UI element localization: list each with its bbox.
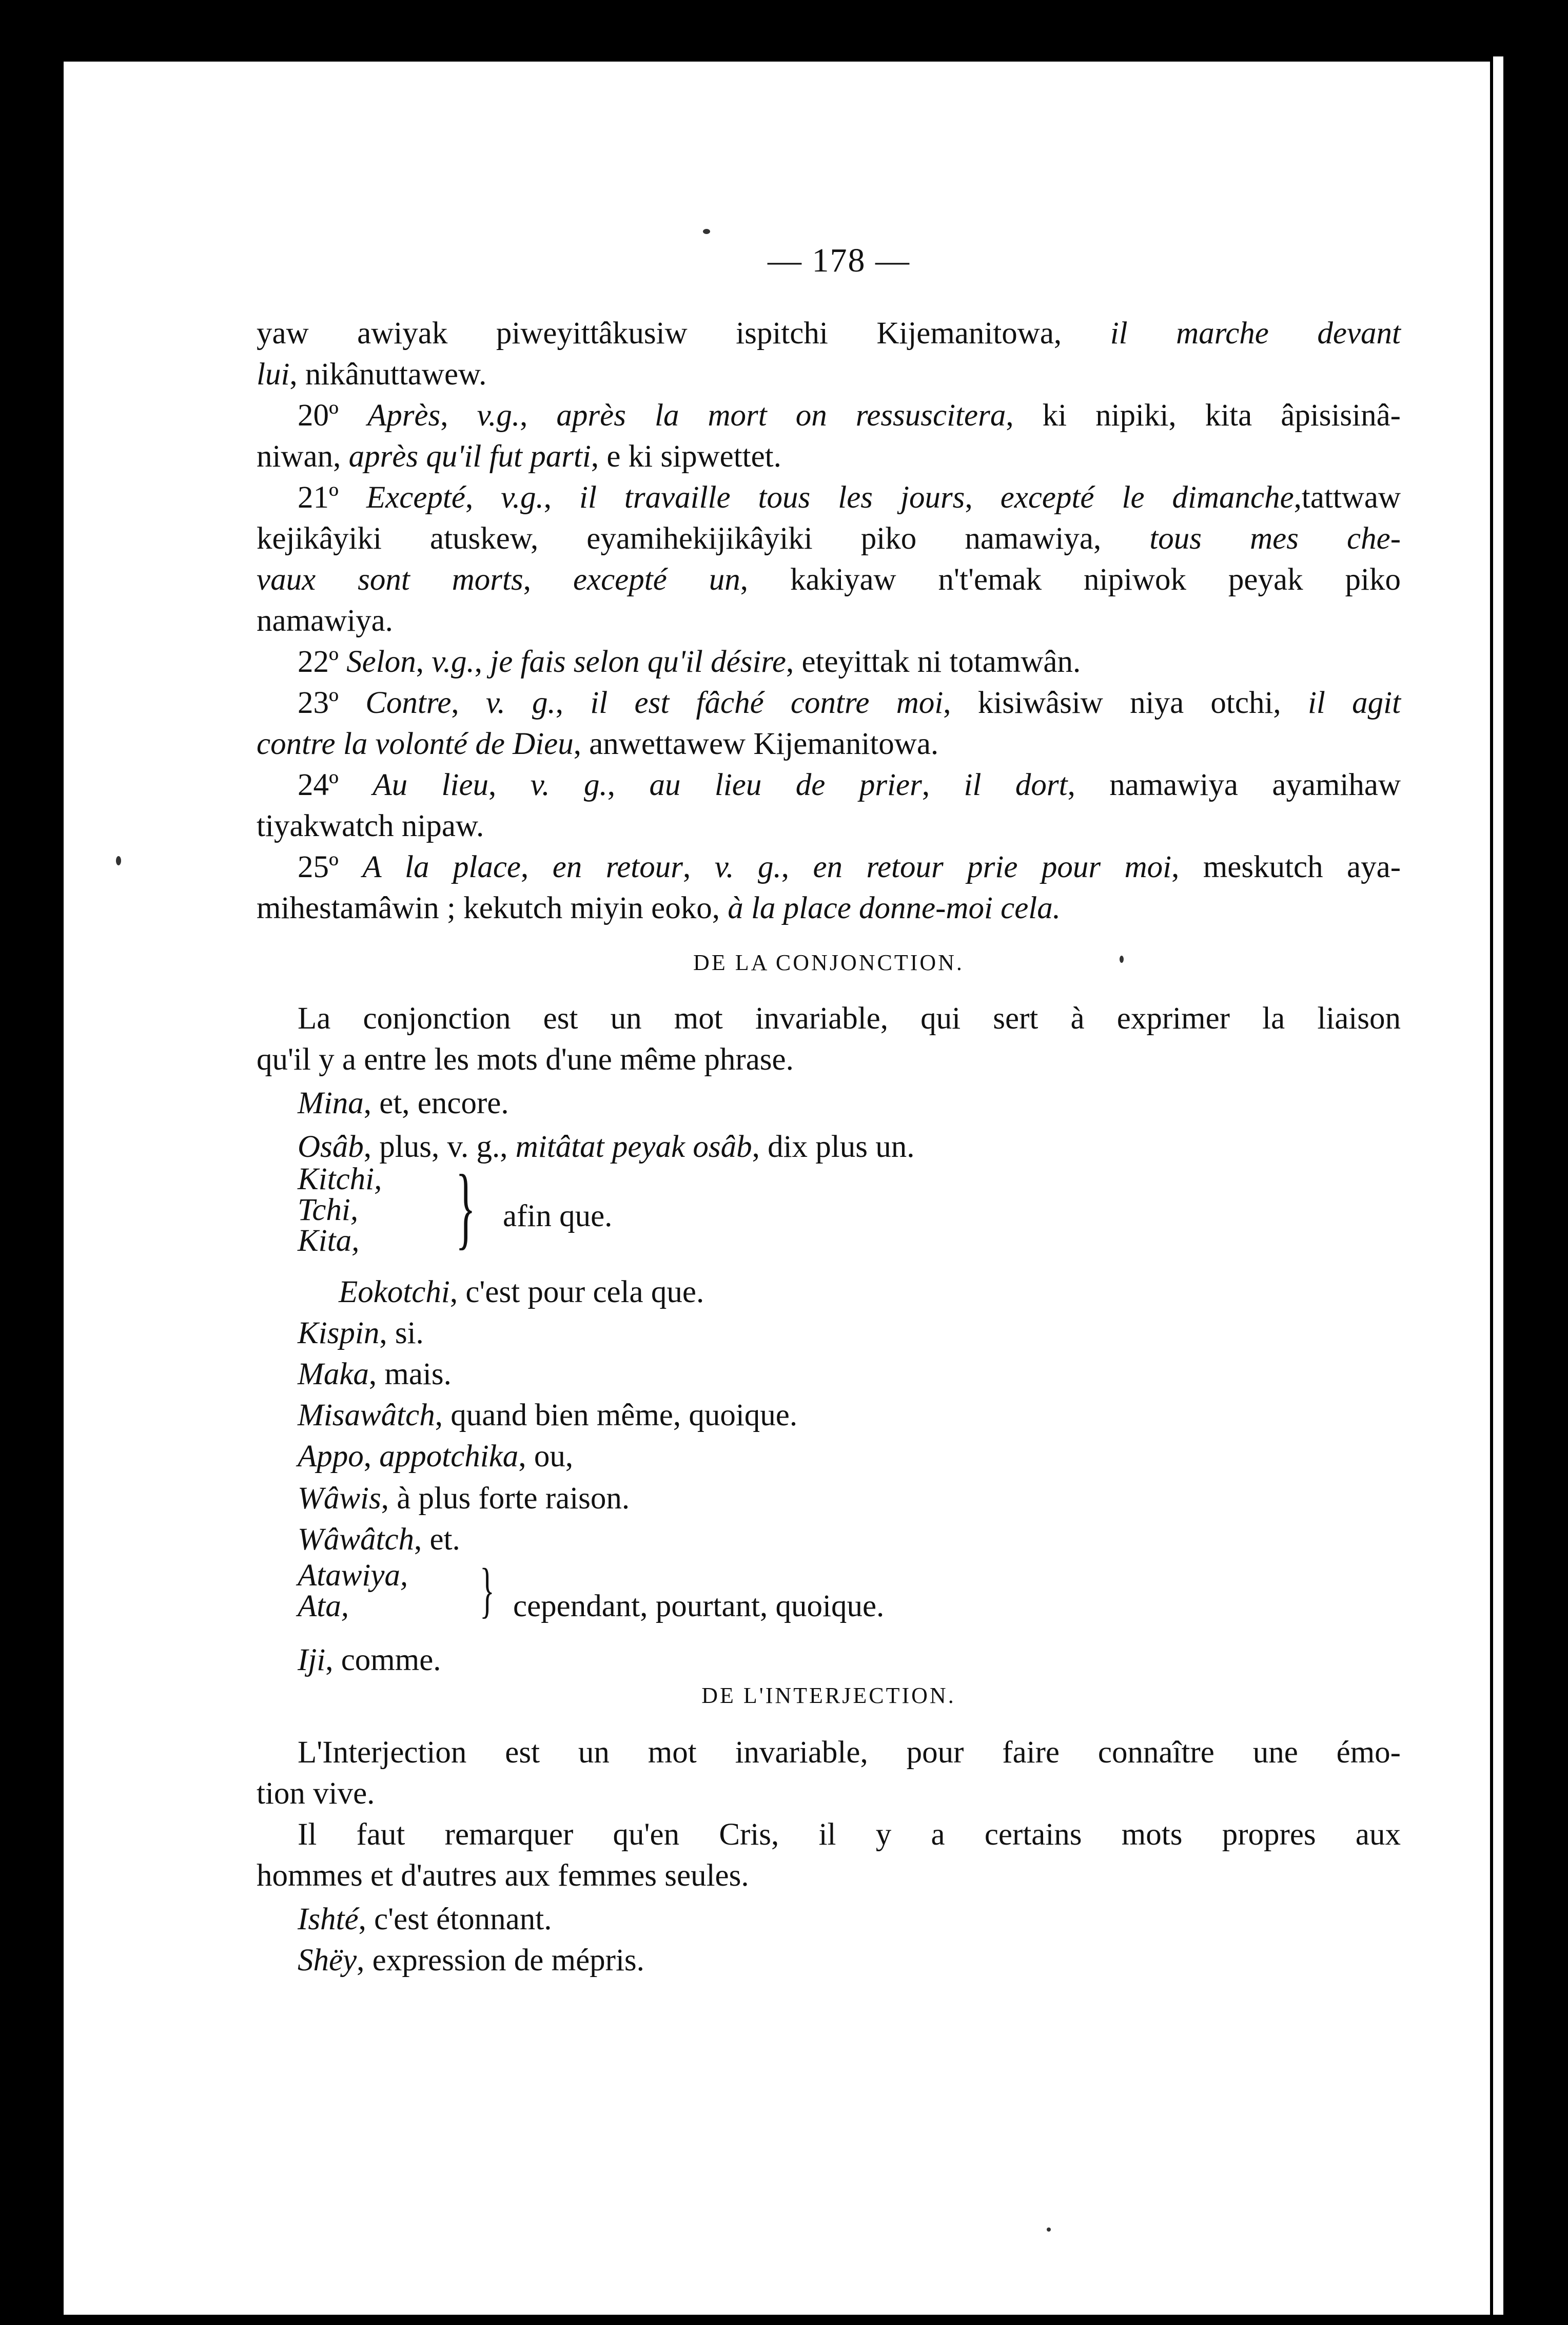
roman-text: hommes et d'autres aux femmes seules.	[257, 1858, 749, 1893]
text-line	[257, 1773, 1401, 1814]
italic-phrase: Excepté	[366, 480, 465, 515]
italic-phrase: v. g.	[485, 686, 556, 720]
roman-text: , kakiyaw n't'emak nipiwok peyak piko	[740, 563, 1401, 597]
brace-word: Atawiya,	[298, 1558, 408, 1593]
brace-word: Ata,	[298, 1589, 349, 1623]
text-line	[298, 1899, 1442, 1940]
roman-text: , eteyittak ni totamwân.	[786, 645, 1081, 679]
text-line	[257, 313, 1401, 354]
text-line	[298, 1313, 1442, 1354]
section-heading-conjonction: DE LA CONJONCTION.	[693, 950, 964, 975]
section-heading-interjection: DE L'INTERJECTION.	[701, 1683, 956, 1708]
roman-text: ,	[683, 850, 715, 884]
scan-speck	[1120, 956, 1124, 963]
italic-phrase: v. g.	[714, 850, 781, 884]
roman-text: ,	[607, 768, 650, 802]
roman-text: , et.	[414, 1522, 460, 1557]
roman-text: ,	[465, 480, 501, 515]
roman-text: , ou,	[518, 1439, 574, 1474]
text-line	[298, 1083, 1442, 1124]
roman-text: La conjonction est un mot invariable, qui sert à exprimer la liaison	[298, 1001, 1401, 1036]
scan-speck	[1047, 2227, 1051, 2232]
italic-phrase: v.g.	[501, 480, 544, 515]
text-line	[298, 1478, 1442, 1519]
italic-phrase: Wâwâtch	[298, 1522, 415, 1557]
italic-phrase: Selon	[346, 645, 416, 679]
italic-phrase: après qu'il fut parti	[348, 439, 591, 474]
italic-phrase: excepté un	[573, 563, 740, 597]
roman-text: , mais.	[368, 1357, 452, 1391]
roman-text: ,	[520, 398, 557, 433]
text-line	[298, 998, 1401, 1039]
text-line	[298, 642, 1442, 683]
roman-text: , meskutch aya-	[1171, 850, 1401, 884]
roman-text: ,	[521, 850, 553, 884]
roman-text: niwan,	[257, 439, 349, 474]
brace-meaning: afin que.	[503, 1199, 613, 1233]
roman-text: ,	[543, 480, 579, 515]
italic-phrase: il marche devant	[1110, 316, 1401, 351]
italic-phrase: appotchika	[379, 1439, 519, 1474]
italic-phrase: Ishté	[298, 1902, 359, 1936]
italic-phrase: après la mort on ressuscitera	[556, 398, 1006, 433]
roman-text: ,tattwaw	[1293, 480, 1401, 515]
italic-phrase: Misawâtch	[298, 1398, 435, 1432]
roman-text: Il faut remarquer qu'en Cris, il y a certains mots propres aux	[298, 1817, 1401, 1852]
italic-phrase: il est fâché contre moi	[590, 686, 944, 720]
roman-text: namawiya.	[257, 604, 393, 638]
roman-text: , c'est étonnant.	[358, 1902, 552, 1936]
roman-text: ,	[363, 1439, 380, 1474]
roman-text: kejikâyiki atuskew, eyamihekijikâyiki piko namawiya,	[257, 521, 1150, 556]
italic-phrase: Au lieu	[373, 768, 489, 802]
roman-text: ,	[781, 850, 813, 884]
text-line	[257, 724, 1401, 765]
italic-phrase: Eokotchi	[339, 1275, 450, 1309]
roman-text: , kisiwâsiw niya otchi,	[943, 686, 1308, 720]
page-number: — 178 —	[768, 242, 910, 279]
italic-phrase: en retour prie pour moi	[813, 850, 1172, 884]
italic-phrase: tous mes che-	[1149, 521, 1401, 556]
scan-speck	[116, 856, 121, 865]
italic-phrase: v.g.	[432, 645, 475, 679]
text-line	[257, 1039, 1401, 1080]
text-line	[257, 354, 1401, 395]
text-line	[298, 1940, 1442, 1981]
roman-text: tiyakwatch nipaw.	[257, 809, 484, 843]
brace-word: Tchi,	[298, 1193, 359, 1227]
text-line	[298, 1354, 1442, 1395]
text-line	[257, 436, 1401, 477]
italic-phrase: il travaille tous les jours	[579, 480, 965, 515]
roman-text: , nikânuttawew.	[289, 357, 487, 392]
roman-text: , dix plus un.	[752, 1130, 915, 1164]
brace-word: Kitchi,	[298, 1162, 382, 1196]
roman-text: , plus, v. g.,	[363, 1130, 516, 1164]
text-line	[298, 1519, 1442, 1560]
text-line	[298, 1395, 1442, 1436]
italic-phrase: vaux sont morts	[257, 563, 523, 597]
italic-phrase: Contre	[365, 686, 452, 720]
roman-text: , c'est pour cela que.	[449, 1275, 704, 1309]
roman-text: , anwettawew Kijemanitowa.	[573, 727, 939, 761]
italic-phrase: Mina	[298, 1086, 364, 1120]
text-line	[298, 1814, 1401, 1855]
roman-text: ,	[451, 686, 486, 720]
roman-text: 25º	[298, 850, 363, 884]
roman-text: ,	[965, 480, 1001, 515]
roman-text: , et, encore.	[363, 1086, 509, 1120]
italic-phrase: il dort	[964, 768, 1068, 802]
roman-text: yaw awiyak piweyittâkusiw ispitchi Kijemanitowa,	[257, 316, 1110, 351]
roman-text: , si.	[379, 1316, 424, 1350]
roman-text: ,	[474, 645, 491, 679]
italic-phrase: v.g.	[477, 398, 520, 433]
roman-text: ,	[922, 768, 964, 802]
italic-phrase: à la place donne-moi cela.	[728, 891, 1061, 925]
text-line	[298, 1732, 1401, 1773]
roman-text: mihestamâwin ; kekutch miyin eoko,	[257, 891, 728, 925]
roman-text: , expression de mépris.	[357, 1943, 644, 1978]
roman-text: ,	[523, 563, 573, 597]
text-line	[257, 559, 1401, 600]
roman-text: , namawiya ayamihaw	[1067, 768, 1401, 802]
italic-phrase: il agit	[1307, 686, 1401, 720]
roman-text: 23º	[298, 686, 366, 720]
italic-phrase: en retour	[552, 850, 683, 884]
italic-phrase: Shëy	[298, 1943, 357, 1978]
text-line	[298, 477, 1401, 518]
roman-text: ,	[488, 768, 531, 802]
text-line	[257, 888, 1401, 929]
text-line	[298, 847, 1401, 888]
italic-phrase: je fais selon qu'il désire	[490, 645, 786, 679]
brace-meaning: cependant, pourtant, quoique.	[513, 1589, 885, 1623]
roman-text: , e ki sipwettet.	[591, 439, 781, 474]
italic-phrase: lui	[257, 357, 290, 392]
right-brace: }	[480, 1556, 495, 1624]
italic-phrase: A la place	[362, 850, 521, 884]
italic-phrase: au lieu de prier	[649, 768, 922, 802]
roman-text: , comme.	[325, 1643, 441, 1677]
roman-text: , à plus forte raison.	[381, 1481, 630, 1516]
italic-phrase: excepté le dimanche	[1000, 480, 1294, 515]
text-line	[298, 1436, 1442, 1477]
brace-word: Kita,	[298, 1224, 360, 1258]
italic-phrase: Appo	[298, 1439, 364, 1474]
italic-phrase: v. g.	[530, 768, 607, 802]
italic-phrase: Iji	[298, 1643, 326, 1677]
roman-text: , ki nipiki, kita âpisisinâ-	[1006, 398, 1401, 433]
italic-phrase: Après	[367, 398, 441, 433]
roman-text: tion vive.	[257, 1776, 375, 1811]
text-line	[257, 806, 1401, 847]
italic-phrase: Maka	[298, 1357, 369, 1391]
italic-phrase: Osâb	[298, 1130, 364, 1164]
roman-text: ,	[416, 645, 432, 679]
roman-text: ,	[555, 686, 591, 720]
text-line	[298, 683, 1401, 724]
roman-text: 21º	[298, 480, 366, 515]
text-line	[257, 1855, 1401, 1896]
text-line	[298, 1640, 1442, 1681]
italic-phrase: contre la volonté de Dieu	[257, 727, 574, 761]
right-brace: }	[456, 1156, 476, 1258]
roman-text: 22º	[298, 645, 347, 679]
text-line	[298, 765, 1401, 806]
text-line	[257, 600, 1401, 642]
roman-text: , quand bien même, quoique.	[435, 1398, 798, 1432]
roman-text: 20º	[298, 398, 367, 433]
italic-phrase: mitâtat peyak osâb	[515, 1130, 752, 1164]
text-line	[339, 1272, 1401, 1313]
roman-text: ,	[440, 398, 477, 433]
text-line	[298, 395, 1401, 436]
roman-text: qu'il y a entre les mots d'une même phrase.	[257, 1042, 794, 1077]
italic-phrase: Kispin	[298, 1316, 380, 1350]
roman-text: L'Interjection est un mot invariable, pour faire connaître une émo-	[298, 1735, 1401, 1770]
roman-text: 24º	[298, 768, 373, 802]
scan-speck	[703, 229, 710, 234]
italic-phrase: Wâwis	[298, 1481, 381, 1516]
text-line	[257, 518, 1401, 559]
